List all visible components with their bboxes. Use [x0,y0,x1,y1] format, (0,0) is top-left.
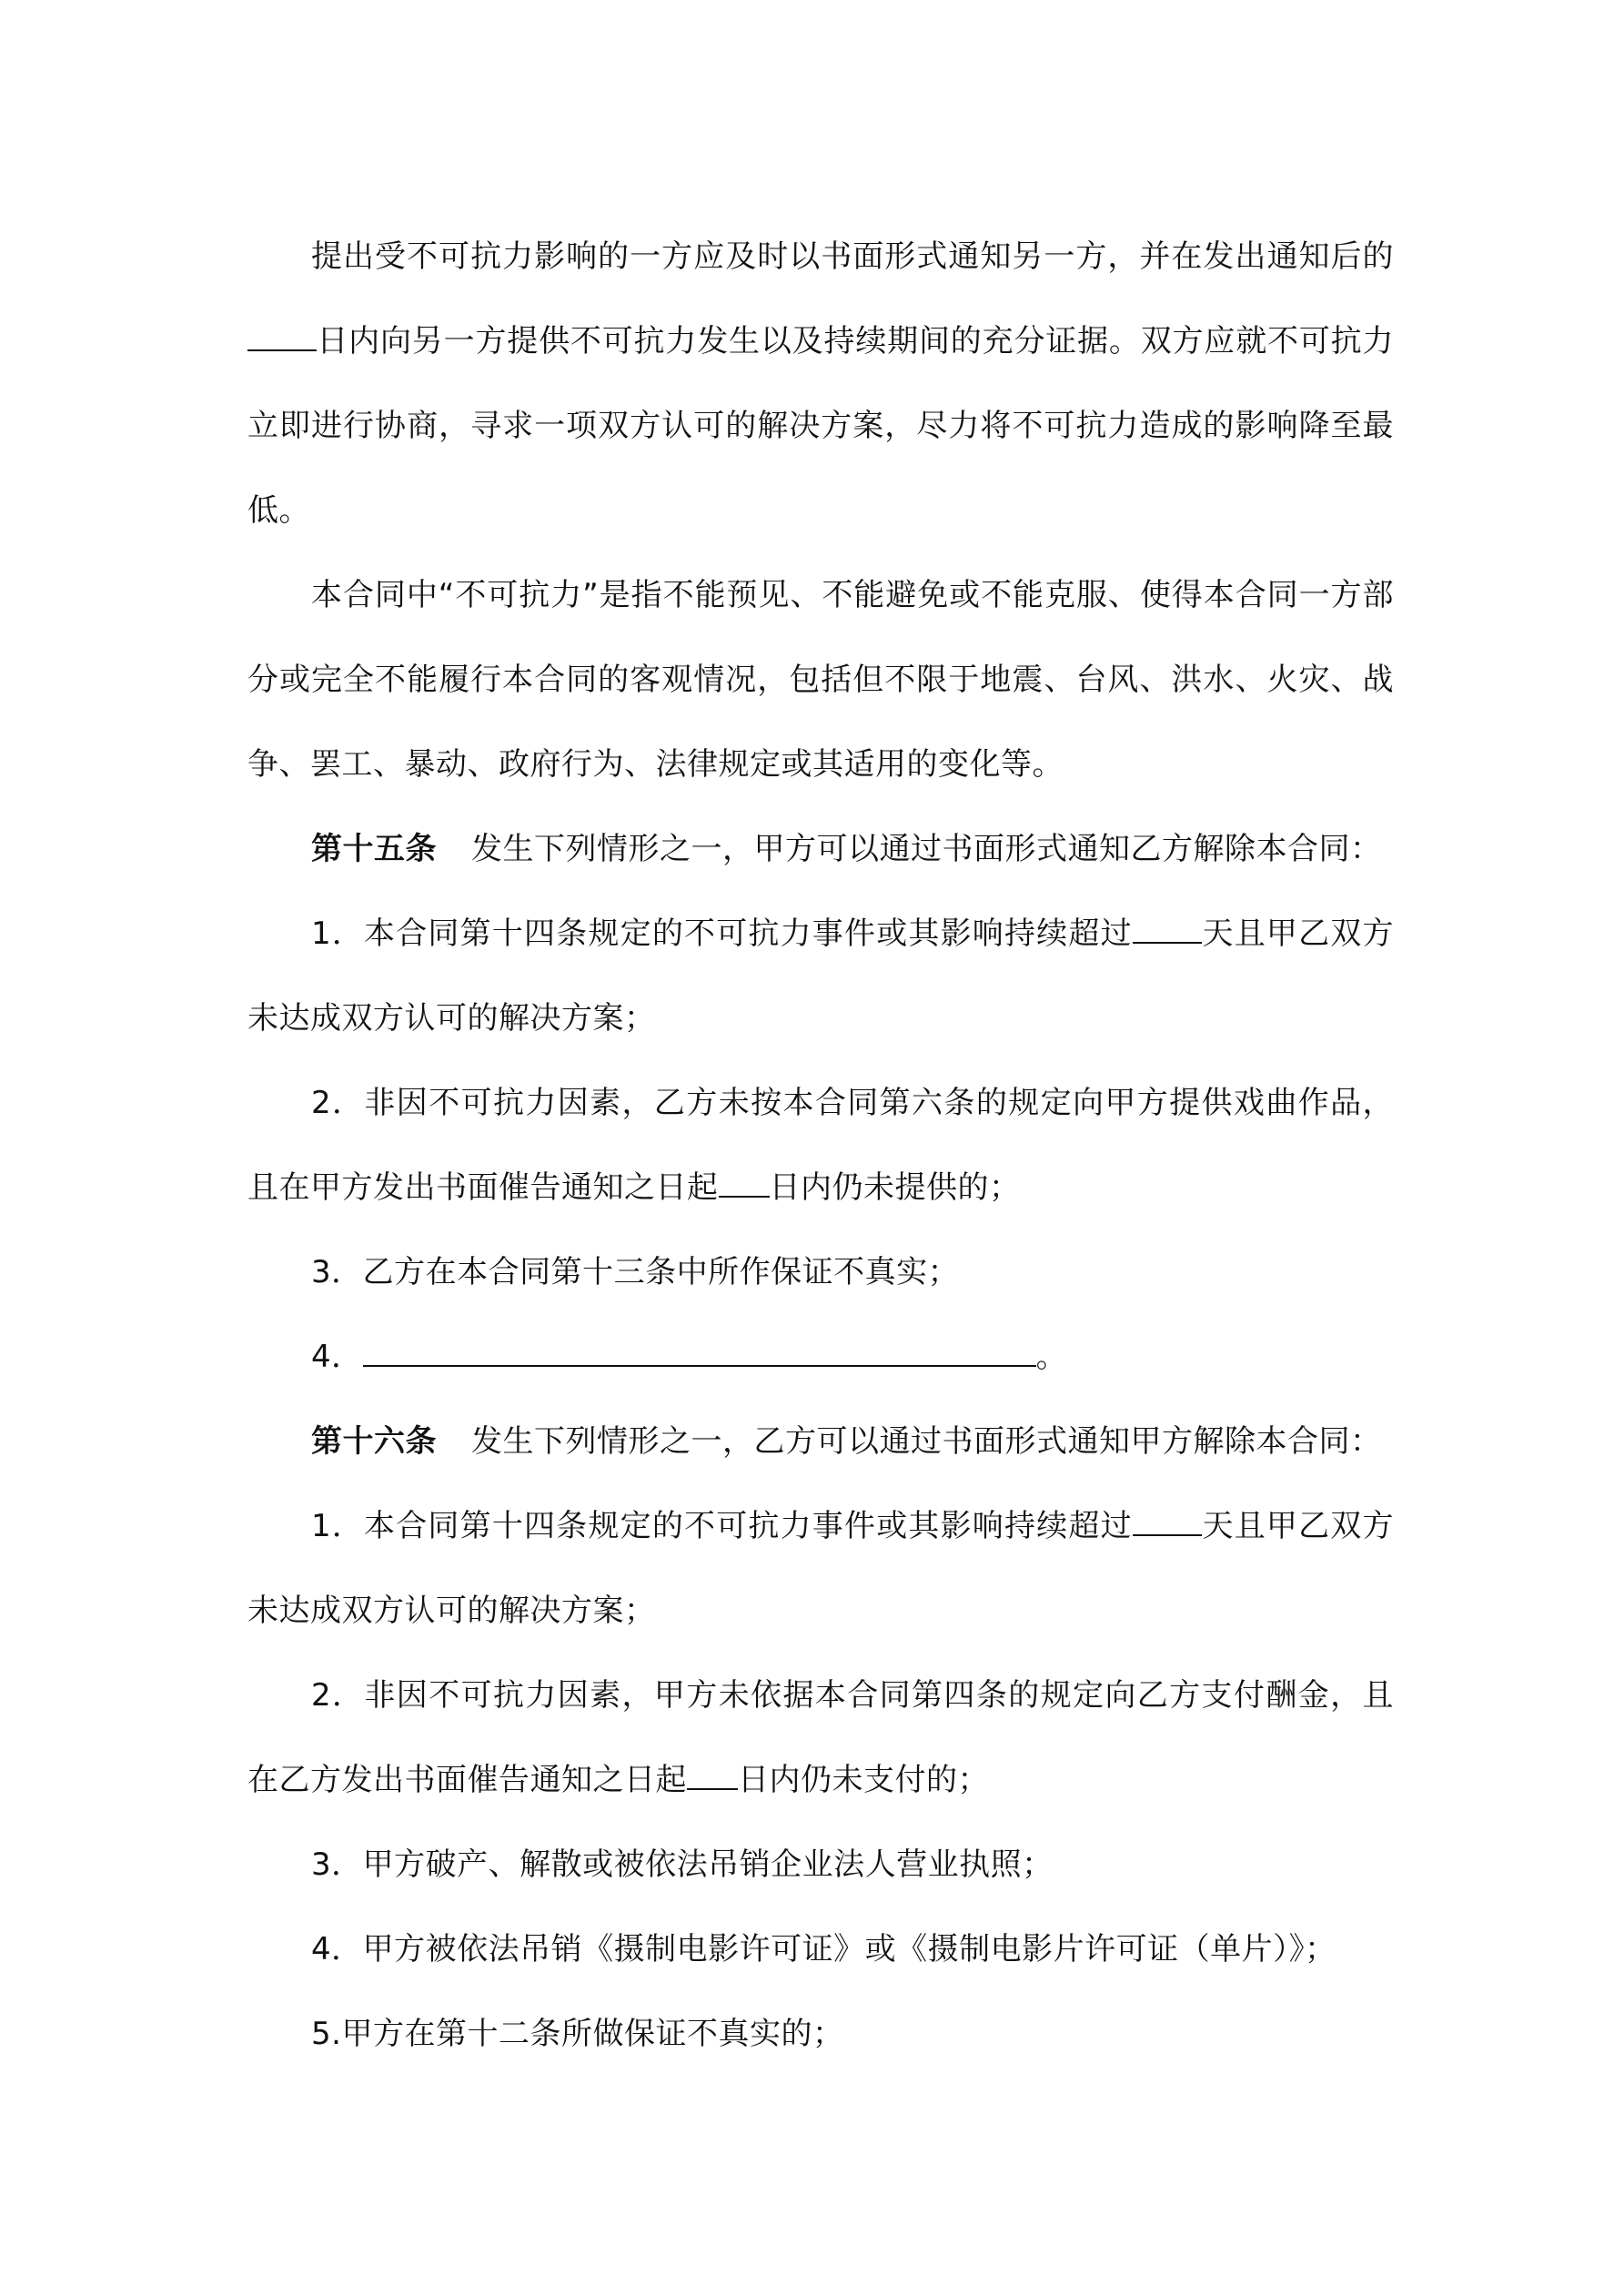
force-majeure-definition-paragraph: 本合同中“不可抗力”是指不能预见、不能避免或不能克服、使得本合同一方部分或完全不能履行本合同的客观情况，包括但不限于地震、台风、洪水、火灾、战争、罢工、暴动、政府行为、法律规定或其适用的变化等。 [247,577,1394,783]
article-16-item-5: 5.甲方在第十二条所做保证不真实的； [311,2016,844,2052]
article-15-item-2 [247,1061,1394,1230]
text-segment: 1．本合同第十四条规定的不可抗力事件或其影响持续超过 [311,915,1133,952]
article-16-title: 第十六条 [311,1423,437,1460]
text-segment: 天且甲乙双方未达成双方认可的解决方案； [247,915,1395,1037]
article-16-item-4: 4．甲方被依法吊销《摄制电影许可证》或《摄制电影片许可证（单片）》； [311,1931,1337,1967]
text-segment: 2．非因不可抗力因素，乙方未按本合同第六条的规定向甲方提供戏曲作品，且在甲方发出书面催告通知之日起 [247,1085,1394,1206]
article-15-title: 第十五条 [311,831,437,867]
article-16-heading-paragraph [247,1400,1394,1484]
article-15-item-1 [247,892,1394,1061]
fill-in-blank [247,319,317,351]
article-15-item-3: 3．乙方在本合同第十三条中所作保证不真实； [311,1254,960,1290]
text-segment: 4． [311,1339,363,1375]
article-15-intro: 发生下列情形之一，甲方可以通过书面形式通知乙方解除本合同： [471,831,1382,867]
article-16-item-3: 3．甲方破产、解散或被依法吊销企业法人营业执照； [311,1846,1054,1883]
fill-in-blank [719,1165,770,1198]
article-16-intro: 发生下列情形之一，乙方可以通过书面形式通知甲方解除本合同： [471,1423,1382,1460]
document-body [247,215,1394,2077]
text-segment: 天且甲乙双方未达成双方认可的解决方案； [247,1508,1395,1629]
text-segment: 1．本合同第十四条规定的不可抗力事件或其影响持续超过 [311,1508,1133,1544]
text-segment: 2．非因不可抗力因素，甲方未依据本合同第四条的规定向乙方支付酬金，且在乙方发出书面催告通知之日起 [247,1677,1394,1798]
fill-in-blank [1133,1503,1202,1536]
fill-in-blank [1133,911,1202,944]
article-15-item-4 [247,1315,1394,1400]
force-majeure-notice-paragraph [247,215,1394,553]
fill-in-blank [363,1334,1036,1367]
text-segment: 。 [1035,1339,1068,1375]
text-segment: 日内仍未提供的； [769,1169,1021,1206]
fill-in-blank [687,1757,738,1790]
text-segment: 日内仍未支付的； [738,1762,989,1798]
article-15-heading-paragraph [247,807,1394,892]
text-segment: 提出受不可抗力影响的一方应及时以书面形式通知另一方，并在发出通知后的 [311,238,1394,275]
article-16-item-2 [247,1654,1394,1823]
text-segment: 日内向另一方提供不可抗力发生以及持续期间的充分证据。双方应就不可抗力立即进行协商，寻求一项双方认可的解决方案，尽力将不可抗力造成的影响降至最低。 [247,323,1394,529]
article-16-item-1 [247,1484,1394,1654]
